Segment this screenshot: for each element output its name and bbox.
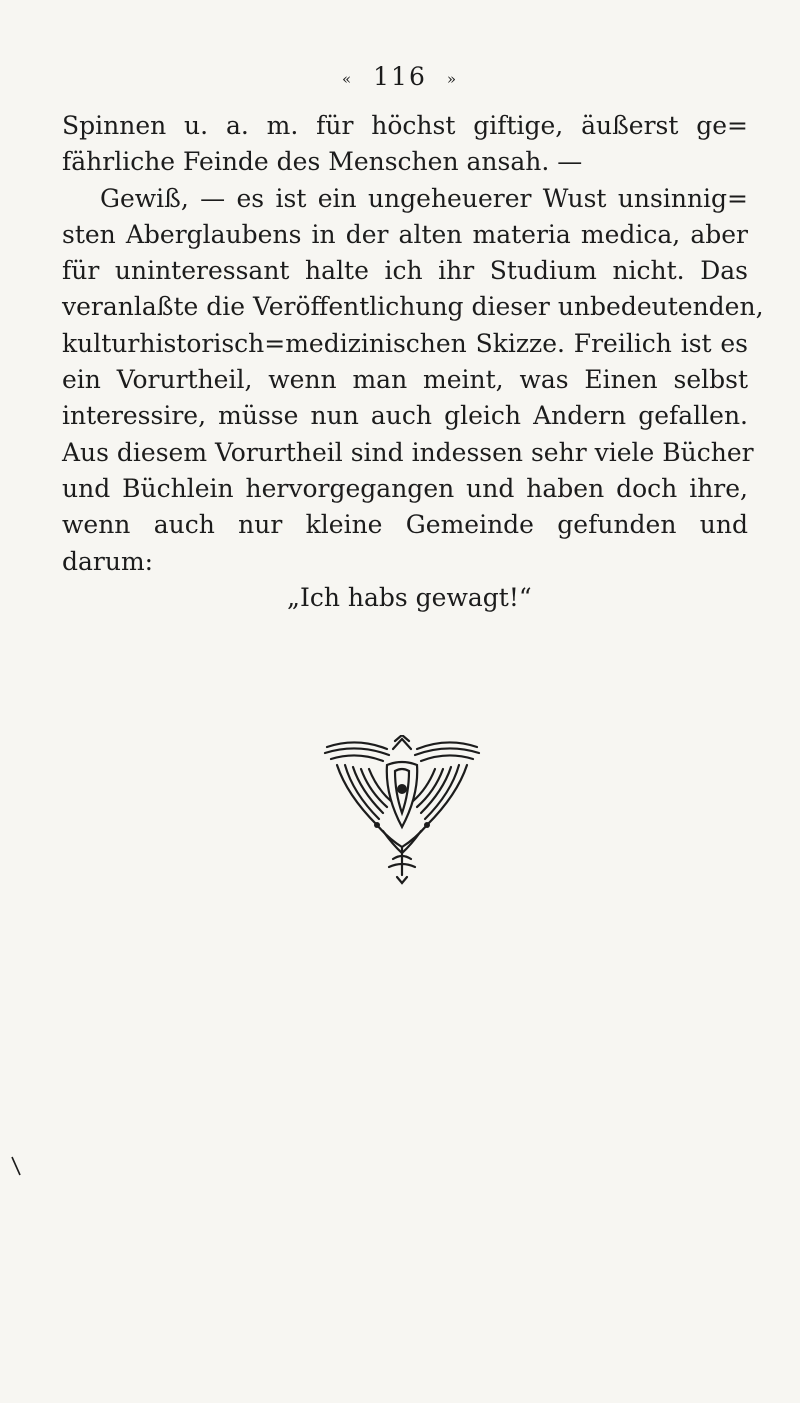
text-line: darum:	[62, 546, 154, 576]
text-line: interessire, müsse nun auch gleich Andern gefallen.	[62, 401, 748, 431]
page-header	[0, 62, 800, 91]
text-line: Gewiß, — es ist ein ungeheuerer Wust unsinnig=	[100, 183, 748, 213]
text-line: fährliche Feinde des Menschen ansah. —	[62, 147, 583, 177]
text-line: sten Aberglaubens in der alten materia medica, aber	[62, 219, 748, 249]
header-ornament-left: «	[342, 69, 354, 88]
text-line: ein Vorurtheil, wenn man meint, was Einen selbst	[62, 365, 748, 395]
text-line: Spinnen u. a. m. für höchst giftige, äußerst ge=	[62, 111, 748, 140]
text-line: veranlaßte die Veröffentlichung dieser unbedeutenden,	[62, 292, 764, 322]
header-ornament-right: »	[446, 69, 458, 88]
text-line: kulturhistorisch=medizinischen Skizze. Freilich ist es	[62, 328, 748, 358]
page-number: 116	[373, 62, 427, 91]
closing-quote: „Ich habs gewagt!“	[287, 582, 532, 612]
text-line: Aus diesem Vorurtheil sind indessen sehr viele Bücher	[62, 437, 754, 467]
body-text	[62, 108, 764, 616]
text-line: wenn auch nur kleine Gemeinde gefunden und	[62, 510, 748, 540]
stray-mark-icon	[10, 1155, 24, 1177]
text-line: und Büchlein hervorgegangen und haben doch ihre,	[62, 473, 748, 503]
text-line: für uninteressant halte ich ihr Studium nicht. Das	[62, 256, 748, 286]
floral-vignette-icon	[317, 735, 487, 885]
